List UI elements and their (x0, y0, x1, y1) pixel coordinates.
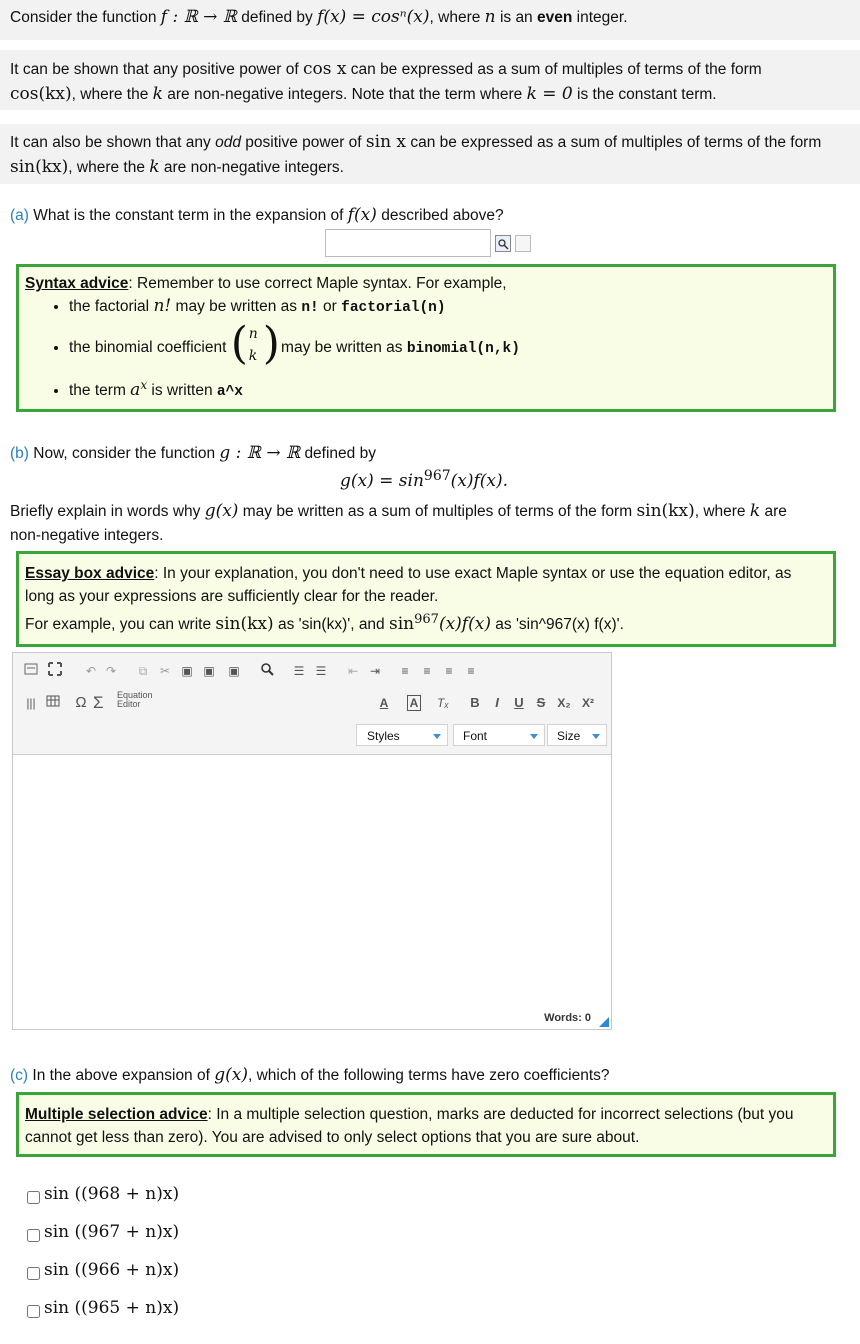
option-label: sin ((966 + n)x) (44, 1260, 180, 1280)
numbered-list-icon[interactable]: ☰ (293, 664, 305, 678)
paste-word-icon[interactable]: ▣ (228, 664, 240, 678)
paste-text-icon[interactable]: ▣ (203, 664, 215, 678)
essay-advice-box: Essay box advice: In your explanation, you don't need to use exact Maple syntax or use the equation editor, as long as your expressions are sufficiently clear for the reader. For example, you can write sin(kx) as 'sin(kx)', and $\sin^{967}(x)f(x)$ as 'sin^967(x) f(x)'. (16, 551, 836, 647)
part-c-question: (c) In the above expansion of g(x), which of the following terms have zero coefficients? (10, 1065, 610, 1085)
undo-icon[interactable]: ↶ (85, 664, 97, 678)
font-color-button[interactable]: A (379, 696, 389, 710)
part-b-explain: Briefly explain in words why g(x) may be written as a sum of multiples of terms of the form sin(kx), where k are non-negative integers. (10, 501, 787, 544)
intro-text: Consider the function f : ℝ → ℝ defined by f(x) = cosⁿ(x), where n is an even integer. (10, 7, 628, 27)
paste-icon[interactable]: ▣ (181, 664, 193, 678)
syntax-advice-title: Syntax advice (25, 275, 129, 292)
sin-paragraph: It can also be shown that any odd positive power of sin x can be expressed as a sum of multiples of terms of the form sin(kx), where the k are non-negative integers. (10, 132, 822, 177)
part-c-label: (c) (10, 1067, 29, 1084)
equation-editor-button[interactable] (93, 691, 163, 715)
maximize-icon[interactable] (47, 662, 63, 680)
subscript-button[interactable]: X₂ (557, 696, 571, 710)
magnifier-doc-icon (496, 236, 510, 251)
redo-icon[interactable]: ↷ (105, 664, 117, 678)
preview-icon[interactable] (495, 235, 511, 252)
g-equation: $g(x) = \sin^{967}(x)f(x)$. (340, 468, 509, 492)
part-b-question: (b) Now, consider the function g : ℝ → ℝ defined by (10, 443, 376, 463)
bg-color-label: A (407, 695, 422, 711)
omega-icon[interactable]: Ω (75, 694, 87, 711)
chevron-down-icon (433, 734, 441, 739)
option-label: sin ((968 + n)x) (44, 1184, 180, 1204)
part-b-label: (b) (10, 445, 29, 462)
align-right-icon[interactable]: ≡ (445, 664, 453, 678)
essay-editor (12, 652, 612, 1030)
resize-handle-icon[interactable] (599, 1017, 609, 1027)
part-a-label: (a) (10, 207, 29, 224)
sigma-icon: Σ (93, 693, 104, 712)
binomial-symbol: ( n k ) (230, 318, 280, 369)
option-checkbox[interactable] (27, 1267, 40, 1280)
syntax-power-item: • the term $a^x$ is written a^x (69, 378, 833, 400)
syntax-binomial-item: • the binomial coefficient ( n k ) may be written as binomial(n,k) (69, 324, 833, 372)
size-dropdown[interactable]: Size (547, 724, 607, 746)
separator-block-icon[interactable]: ||| (26, 696, 36, 710)
constant-term-input[interactable] (325, 229, 491, 257)
superscript-button[interactable]: X² (582, 696, 594, 710)
justify-icon[interactable]: ≡ (467, 664, 475, 678)
option-checkbox[interactable] (27, 1191, 40, 1204)
essay-advice-title: Essay box advice (25, 565, 155, 582)
strike-button[interactable]: S (536, 695, 546, 710)
syntax-factorial-item: • the factorial n! may be written as n! or factorial(n) (69, 296, 833, 316)
table-icon[interactable] (45, 694, 61, 712)
word-count: Words: 0 (544, 1012, 591, 1024)
underline-button[interactable]: U (514, 695, 524, 710)
source-icon[interactable] (23, 662, 39, 680)
remove-format-button[interactable]: Tₓ (437, 696, 449, 710)
bg-color-button[interactable] (403, 694, 425, 712)
chevron-down-icon (592, 734, 600, 739)
option-checkbox[interactable] (27, 1305, 40, 1318)
editor-body[interactable] (13, 755, 611, 1010)
copy-icon[interactable]: ⧉ (138, 664, 148, 678)
equation-editor-label: Equation Editor (117, 690, 153, 709)
italic-button[interactable]: I (495, 695, 499, 710)
option-label: sin ((967 + n)x) (44, 1222, 180, 1242)
align-center-icon[interactable]: ≡ (423, 664, 431, 678)
cos-paragraph: It can be shown that any positive power of cos x can be expressed as a sum of multiples of terms of the form cos(kx), where the k are non-negative integers. Note that the term where k = 0 is the constant term. (10, 59, 762, 104)
bulleted-list-icon[interactable]: ☰ (315, 664, 327, 678)
bold-button[interactable]: B (470, 695, 480, 710)
styles-dropdown[interactable]: Styles (356, 724, 448, 746)
font-dropdown[interactable]: Font (453, 724, 545, 746)
indent-icon[interactable]: ⇥ (369, 664, 381, 678)
option-checkbox[interactable] (27, 1229, 40, 1242)
multi-advice-box: Multiple selection advice: In a multiple selection question, marks are deducted for incorrect selections (but you cannot get less than zero). You are advised to only select options that you are sure about. (16, 1092, 836, 1157)
syntax-help-icon[interactable] (515, 235, 531, 252)
chevron-down-icon (530, 734, 538, 739)
syntax-advice-box: Syntax advice: Remember to use correct Maple syntax. For example, • the factorial n! may be written as n! or factorial(n) • the binomial coefficient ( n k ) may be written as binomial(n,k) • the term $a^x$ is written a^x (16, 264, 836, 412)
cut-icon[interactable]: ✂ (159, 664, 171, 678)
part-a-question: (a) What is the constant term in the expansion of f(x) described above? (10, 205, 504, 225)
option-label: sin ((965 + n)x) (44, 1298, 180, 1318)
multi-advice-title: Multiple selection advice (25, 1106, 208, 1123)
align-left-icon[interactable]: ≡ (401, 664, 409, 678)
outdent-icon[interactable]: ⇤ (347, 664, 359, 678)
find-icon[interactable] (259, 662, 275, 680)
